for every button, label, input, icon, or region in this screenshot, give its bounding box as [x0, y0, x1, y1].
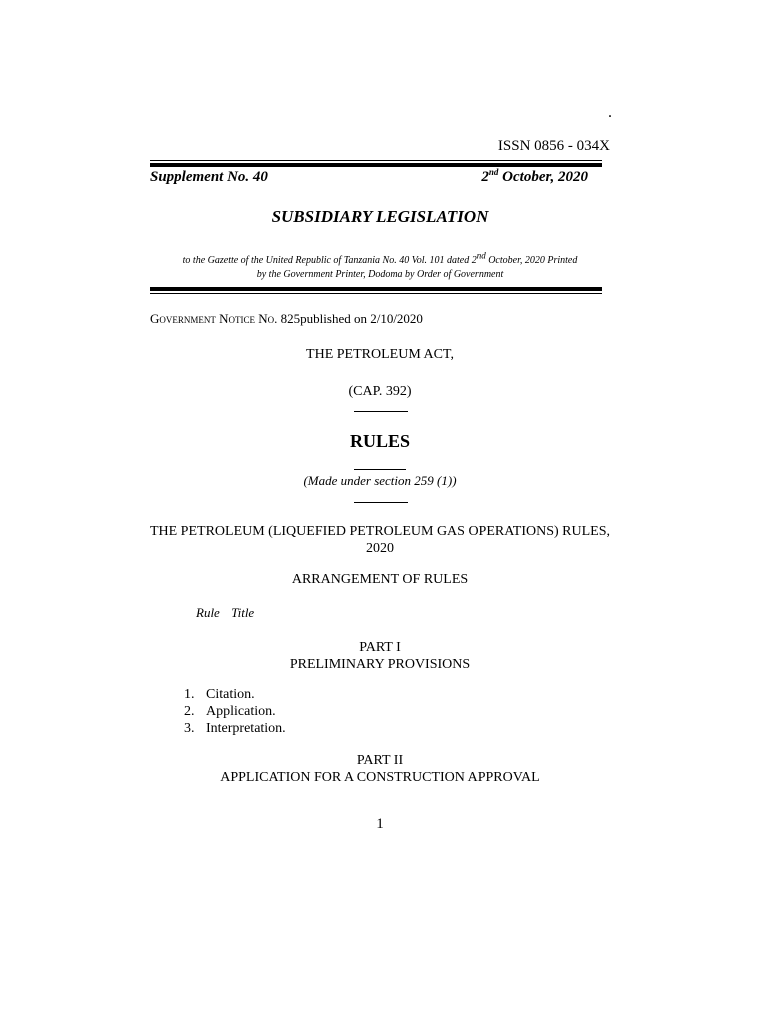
arrangement-heading: ARRANGEMENT OF RULES: [291, 572, 469, 587]
gazette-statement: to the Gazette of the United Republic of Tanzania No. 40 Vol. 101 dated 2nd October, 2020 Printed by the Government Printer, Dodoma by Order of Government: [182, 250, 578, 280]
subsidiary-legislation-heading: SUBSIDIARY LEGISLATION: [271, 207, 489, 226]
header-dot: .: [608, 104, 612, 121]
separator-line: [354, 411, 408, 412]
rules-heading: RULES: [349, 431, 411, 451]
part-one-heading: PART I PRELIMINARY PROVISIONS: [289, 640, 471, 672]
gazette-divider-thin: [150, 293, 602, 294]
list-item: 2. Application.: [184, 704, 276, 719]
act-name: THE PETROLEUM ACT,: [306, 347, 454, 362]
issn-number: ISSN 0856 - 034X: [497, 138, 610, 154]
supplement-date: 2nd October, 2020: [481, 167, 588, 185]
act-chapter: (CAP. 392): [348, 384, 412, 399]
supplement-number: Supplement No. 40: [150, 169, 268, 185]
list-item: 3. Interpretation.: [184, 721, 286, 736]
separator-line: [354, 502, 408, 503]
column-title: Title: [231, 605, 255, 620]
gazette-divider-thick: [150, 287, 602, 291]
part-two-heading: PART II APPLICATION FOR A CONSTRUCTION APPROVAL: [220, 753, 540, 785]
column-rule: Rule: [196, 605, 220, 620]
made-under-section: (Made under section 259 (1)): [303, 473, 457, 488]
header-divider-thick: [150, 163, 602, 167]
list-item: 1. Citation.: [184, 687, 255, 702]
page-number: 1: [376, 816, 384, 832]
column-headings: [196, 605, 254, 621]
separator-line: [354, 469, 406, 470]
rules-title: THE PETROLEUM (LIQUEFIED PETROLEUM GAS OPERATIONS) RULES, 2020: [149, 524, 611, 556]
part-one-rules-list: [184, 686, 286, 737]
government-notice: Government Notice No. 825published on 2/10/2020: [150, 311, 423, 326]
header-divider-thin: [150, 160, 602, 161]
